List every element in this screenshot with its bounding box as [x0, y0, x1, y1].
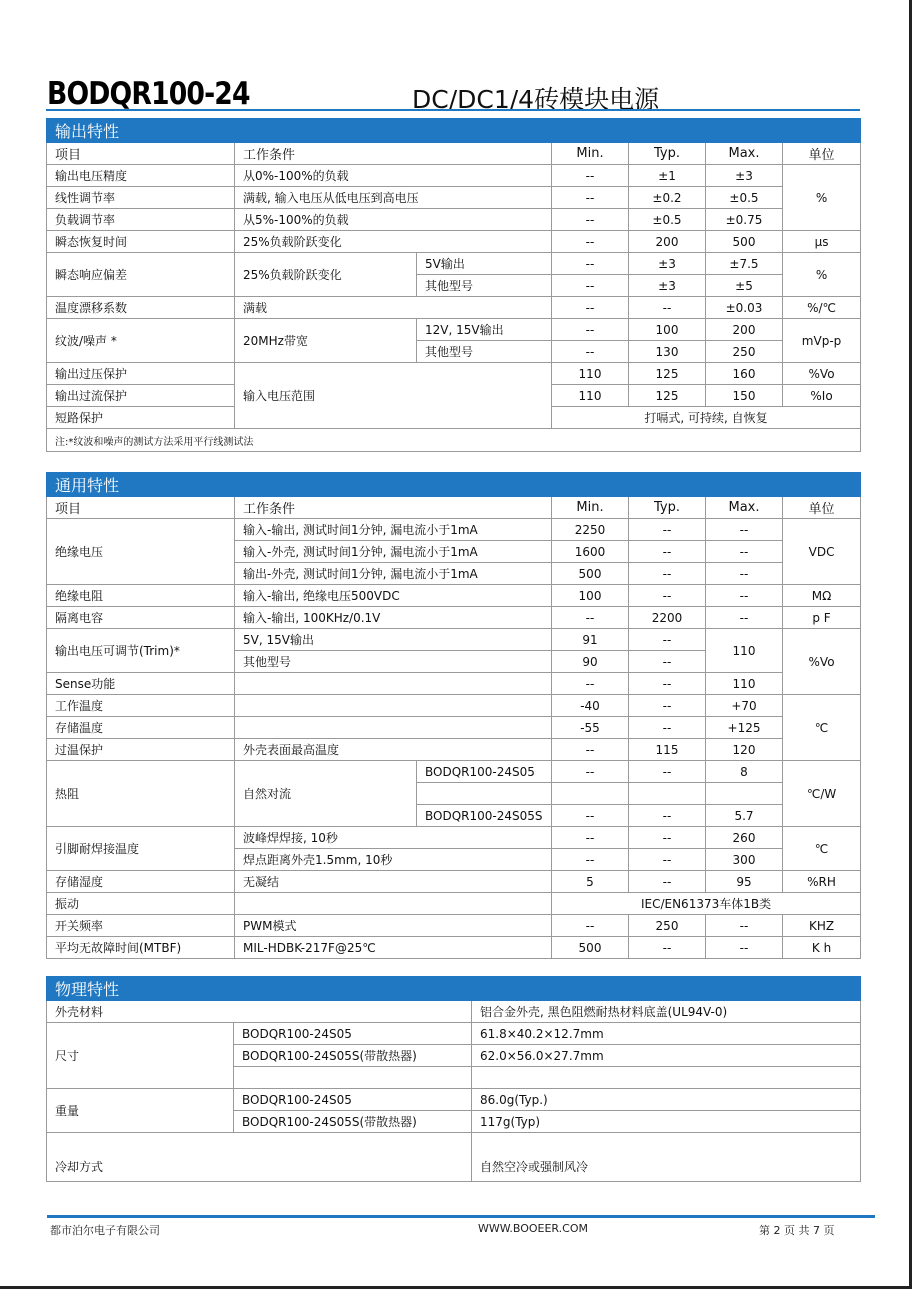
- row-typ: 115: [629, 739, 706, 761]
- row-value: [472, 1067, 861, 1089]
- row-max: --: [706, 541, 783, 563]
- row-condition: 输出-外壳, 测试时间1分钟, 漏电流小于1mA: [235, 563, 552, 585]
- header-item: 项目: [47, 497, 235, 519]
- row-typ: --: [629, 805, 706, 827]
- row-item: 存储温度: [47, 717, 235, 739]
- row-unit: %/℃: [783, 297, 861, 319]
- row-value: IEC/EN61373车体1B类: [552, 893, 861, 915]
- row-condition: 从5%-100%的负载: [235, 209, 552, 231]
- row-typ: 125: [629, 363, 706, 385]
- row-typ: 125: [629, 385, 706, 407]
- footer-company: 都市泊尔电子有限公司: [50, 1224, 160, 1237]
- row-item: 短路保护: [47, 407, 235, 429]
- header-typ: Typ.: [629, 143, 706, 165]
- row-unit: ℃/W: [783, 761, 861, 827]
- row-max: 110: [706, 629, 783, 673]
- row-model: BODQR100-24S05S(带散热器): [234, 1111, 472, 1133]
- row-max: ±7.5: [706, 253, 783, 275]
- row-condition: 外壳表面最高温度: [235, 739, 552, 761]
- table-row: [47, 629, 861, 651]
- row-item: 绝缘电压: [47, 519, 235, 585]
- row-unit: %: [783, 165, 861, 231]
- row-typ: ±3: [629, 275, 706, 297]
- row-unit: mVp-p: [783, 319, 861, 363]
- row-item: 平均无故障时间(MTBF): [47, 937, 235, 959]
- row-typ: --: [629, 629, 706, 651]
- row-typ: --: [629, 519, 706, 541]
- row-min: 5: [552, 871, 629, 893]
- row-min: 1600: [552, 541, 629, 563]
- row-condition: 输入-外壳, 测试时间1分钟, 漏电流小于1mA: [235, 541, 552, 563]
- row-max: +125: [706, 717, 783, 739]
- section-title: 物理特性: [47, 977, 861, 1001]
- row-min: 110: [552, 363, 629, 385]
- row-item: Sense功能: [47, 673, 235, 695]
- header-item: 项目: [47, 143, 235, 165]
- row-item: 尺寸: [47, 1023, 234, 1089]
- row-condition: 25%负载阶跃变化: [235, 253, 417, 297]
- table-row: [47, 915, 861, 937]
- row-max: ±0.03: [706, 297, 783, 319]
- row-item: 温度漂移系数: [47, 297, 235, 319]
- header-condition: 工作条件: [235, 497, 552, 519]
- row-unit: %: [783, 253, 861, 297]
- row-max: 200: [706, 319, 783, 341]
- row-condition: 输入-输出, 测试时间1分钟, 漏电流小于1mA: [235, 519, 552, 541]
- row-condition: 波峰焊焊接, 10秒: [235, 827, 552, 849]
- row-min: --: [552, 297, 629, 319]
- row-condition: 满载: [235, 297, 552, 319]
- row-item: 瞬态恢复时间: [47, 231, 235, 253]
- row-min: --: [552, 915, 629, 937]
- row-value: 铝合金外壳, 黑色阻燃耐热材料底盖(UL94V-0): [472, 1001, 861, 1023]
- row-max: 250: [706, 341, 783, 363]
- row-item: 存储湿度: [47, 871, 235, 893]
- row-model: BODQR100-24S05: [234, 1089, 472, 1111]
- row-max: 150: [706, 385, 783, 407]
- row-typ: --: [629, 673, 706, 695]
- row-min: -55: [552, 717, 629, 739]
- row-max: --: [706, 607, 783, 629]
- row-condition: [235, 695, 552, 717]
- row-item: 绝缘电阻: [47, 585, 235, 607]
- physical-characteristics-table: [46, 976, 861, 1182]
- row-model: [417, 783, 552, 805]
- row-condition: 满载, 输入电压从低电压到高电压: [235, 187, 552, 209]
- row-min: 2250: [552, 519, 629, 541]
- row-typ: --: [629, 695, 706, 717]
- row-typ: --: [629, 651, 706, 673]
- footer-divider: [47, 1215, 875, 1218]
- row-item: 输出电压精度: [47, 165, 235, 187]
- row-item: 过温保护: [47, 739, 235, 761]
- row-min: [552, 783, 629, 805]
- general-characteristics-table: [46, 472, 861, 959]
- header-typ: Typ.: [629, 497, 706, 519]
- row-min: --: [552, 341, 629, 363]
- row-typ: --: [629, 871, 706, 893]
- section-title: 通用特性: [47, 473, 861, 497]
- row-value: 61.8×40.2×12.7mm: [472, 1023, 861, 1045]
- header-unit: 单位: [783, 143, 861, 165]
- row-item: 纹波/噪声 *: [47, 319, 235, 363]
- row-min: -40: [552, 695, 629, 717]
- row-value: 自然空冷或强制风冷: [472, 1133, 861, 1182]
- row-max: --: [706, 519, 783, 541]
- row-typ: ±1: [629, 165, 706, 187]
- row-max: 120: [706, 739, 783, 761]
- product-type-subtitle: DC/DC1/4砖模块电源: [412, 85, 660, 114]
- table-row: [47, 585, 861, 607]
- row-model: BODQR100-24S05S(带散热器): [234, 1045, 472, 1067]
- row-min: --: [552, 165, 629, 187]
- table-row: [47, 739, 861, 761]
- row-item: 冷却方式: [47, 1133, 472, 1182]
- row-model: BODQR100-24S05S: [417, 805, 552, 827]
- row-item: 重量: [47, 1089, 234, 1133]
- row-condition: 焊点距离外壳1.5mm, 10秒: [235, 849, 552, 871]
- row-item: 负载调节率: [47, 209, 235, 231]
- row-min: 91: [552, 629, 629, 651]
- table-row: [47, 187, 861, 209]
- row-condition: 20MHz带宽: [235, 319, 417, 363]
- row-min: --: [552, 761, 629, 783]
- row-max: +70: [706, 695, 783, 717]
- table-row: [47, 1089, 861, 1111]
- row-unit: MΩ: [783, 585, 861, 607]
- row-unit: %Vo: [783, 363, 861, 385]
- table-note: 注:*纹波和噪声的测试方法采用平行线测试法: [47, 429, 861, 452]
- table-row: [47, 1133, 861, 1182]
- row-typ: ±0.5: [629, 209, 706, 231]
- footer-page-number: 第 2 页 共 7 页: [759, 1224, 835, 1237]
- row-max: 500: [706, 231, 783, 253]
- row-condition: 自然对流: [235, 761, 417, 827]
- row-typ: --: [629, 585, 706, 607]
- header-max: Max.: [706, 497, 783, 519]
- row-min: 500: [552, 563, 629, 585]
- row-min: 110: [552, 385, 629, 407]
- row-item: 引脚耐焊接温度: [47, 827, 235, 871]
- table-row: [47, 871, 861, 893]
- row-unit: %Io: [783, 385, 861, 407]
- row-typ: --: [629, 297, 706, 319]
- row-typ: [629, 783, 706, 805]
- row-condition: 从0%-100%的负载: [235, 165, 552, 187]
- row-typ: 100: [629, 319, 706, 341]
- row-value: 打嗝式, 可持续, 自恢复: [552, 407, 861, 429]
- row-subcondition: 5V输出: [417, 253, 552, 275]
- header-condition: 工作条件: [235, 143, 552, 165]
- table-row: [47, 209, 861, 231]
- row-subcondition: 其他型号: [417, 341, 552, 363]
- row-max: 95: [706, 871, 783, 893]
- row-condition: 输入电压范围: [235, 363, 552, 429]
- row-typ: 130: [629, 341, 706, 363]
- row-max: ±0.75: [706, 209, 783, 231]
- row-max: 8: [706, 761, 783, 783]
- row-max: 160: [706, 363, 783, 385]
- row-min: 90: [552, 651, 629, 673]
- row-min: --: [552, 209, 629, 231]
- row-typ: --: [629, 849, 706, 871]
- row-min: --: [552, 187, 629, 209]
- row-condition: MIL-HDBK-217F@25℃: [235, 937, 552, 959]
- row-item: 隔离电容: [47, 607, 235, 629]
- row-condition: 输入-输出, 绝缘电压500VDC: [235, 585, 552, 607]
- header-max: Max.: [706, 143, 783, 165]
- header-unit: 单位: [783, 497, 861, 519]
- row-condition: PWM模式: [235, 915, 552, 937]
- row-typ: 250: [629, 915, 706, 937]
- table-row: [47, 231, 861, 253]
- output-characteristics-table: [46, 118, 861, 452]
- table-row: [47, 695, 861, 717]
- row-typ: 2200: [629, 607, 706, 629]
- row-min: --: [552, 253, 629, 275]
- row-unit: ℃: [783, 827, 861, 871]
- row-max: 110: [706, 673, 783, 695]
- row-typ: ±3: [629, 253, 706, 275]
- row-model: BODQR100-24S05: [417, 761, 552, 783]
- row-condition: 25%负载阶跃变化: [235, 231, 552, 253]
- header-min: Min.: [552, 143, 629, 165]
- row-condition: [235, 893, 552, 915]
- row-unit: KHZ: [783, 915, 861, 937]
- row-item: 热阻: [47, 761, 235, 827]
- row-condition: 5V, 15V输出: [235, 629, 552, 651]
- row-max: --: [706, 563, 783, 585]
- table-row: [47, 253, 861, 275]
- row-min: --: [552, 739, 629, 761]
- row-min: --: [552, 607, 629, 629]
- row-condition: [235, 673, 552, 695]
- row-typ: --: [629, 563, 706, 585]
- table-row: [47, 937, 861, 959]
- row-item: 输出过流保护: [47, 385, 235, 407]
- row-min: --: [552, 849, 629, 871]
- table-row: [47, 1001, 861, 1023]
- table-row: [47, 761, 861, 783]
- row-condition: 无凝结: [235, 871, 552, 893]
- table-row: [47, 673, 861, 695]
- row-min: 500: [552, 937, 629, 959]
- row-max: 300: [706, 849, 783, 871]
- product-model-title: BODQR100-24: [47, 76, 250, 112]
- table-header-row: [47, 497, 861, 519]
- row-max: ±3: [706, 165, 783, 187]
- row-item: 振动: [47, 893, 235, 915]
- row-min: --: [552, 805, 629, 827]
- row-typ: ±0.2: [629, 187, 706, 209]
- row-max: --: [706, 937, 783, 959]
- row-item: 输出电压可调节(Trim)*: [47, 629, 235, 673]
- row-max: --: [706, 915, 783, 937]
- row-model: BODQR100-24S05: [234, 1023, 472, 1045]
- row-condition: 其他型号: [235, 651, 552, 673]
- row-condition: 输入-输出, 100KHz/0.1V: [235, 607, 552, 629]
- row-max: 260: [706, 827, 783, 849]
- table-row: [47, 607, 861, 629]
- row-min: --: [552, 319, 629, 341]
- row-unit: p F: [783, 607, 861, 629]
- row-unit: VDC: [783, 519, 861, 585]
- table-row: [47, 519, 861, 541]
- row-min: --: [552, 275, 629, 297]
- row-value: 86.0g(Typ.): [472, 1089, 861, 1111]
- row-model: [234, 1067, 472, 1089]
- header-min: Min.: [552, 497, 629, 519]
- row-value: 117g(Typ): [472, 1111, 861, 1133]
- row-typ: --: [629, 761, 706, 783]
- table-row: [47, 1023, 861, 1045]
- row-item: 开关频率: [47, 915, 235, 937]
- row-typ: --: [629, 827, 706, 849]
- row-value: 62.0×56.0×27.7mm: [472, 1045, 861, 1067]
- row-min: --: [552, 827, 629, 849]
- row-unit: %Vo: [783, 629, 861, 695]
- row-max: [706, 783, 783, 805]
- row-item: 瞬态响应偏差: [47, 253, 235, 297]
- table-note-row: [47, 429, 861, 452]
- table-header-row: [47, 143, 861, 165]
- row-subcondition: 其他型号: [417, 275, 552, 297]
- table-row: [47, 319, 861, 341]
- row-min: --: [552, 673, 629, 695]
- row-typ: --: [629, 541, 706, 563]
- row-condition: [235, 717, 552, 739]
- row-max: ±5: [706, 275, 783, 297]
- table-row: [47, 717, 861, 739]
- row-unit: K h: [783, 937, 861, 959]
- row-subcondition: 12V, 15V输出: [417, 319, 552, 341]
- row-item: 输出过压保护: [47, 363, 235, 385]
- row-min: --: [552, 231, 629, 253]
- row-unit: %RH: [783, 871, 861, 893]
- row-item: 外壳材料: [47, 1001, 472, 1023]
- table-row: [47, 297, 861, 319]
- table-row: [47, 827, 861, 849]
- row-unit: μs: [783, 231, 861, 253]
- row-typ: 200: [629, 231, 706, 253]
- row-unit: ℃: [783, 695, 861, 761]
- row-min: 100: [552, 585, 629, 607]
- footer-website: WWW.BOOEER.COM: [478, 1222, 589, 1235]
- row-item: 工作温度: [47, 695, 235, 717]
- row-typ: --: [629, 937, 706, 959]
- table-row: [47, 165, 861, 187]
- row-item: 线性调节率: [47, 187, 235, 209]
- row-max: --: [706, 585, 783, 607]
- row-max: 5.7: [706, 805, 783, 827]
- row-max: ±0.5: [706, 187, 783, 209]
- table-row: [47, 893, 861, 915]
- title-divider: [46, 109, 860, 111]
- section-title: 输出特性: [47, 119, 861, 143]
- table-row: [47, 363, 861, 385]
- row-typ: --: [629, 717, 706, 739]
